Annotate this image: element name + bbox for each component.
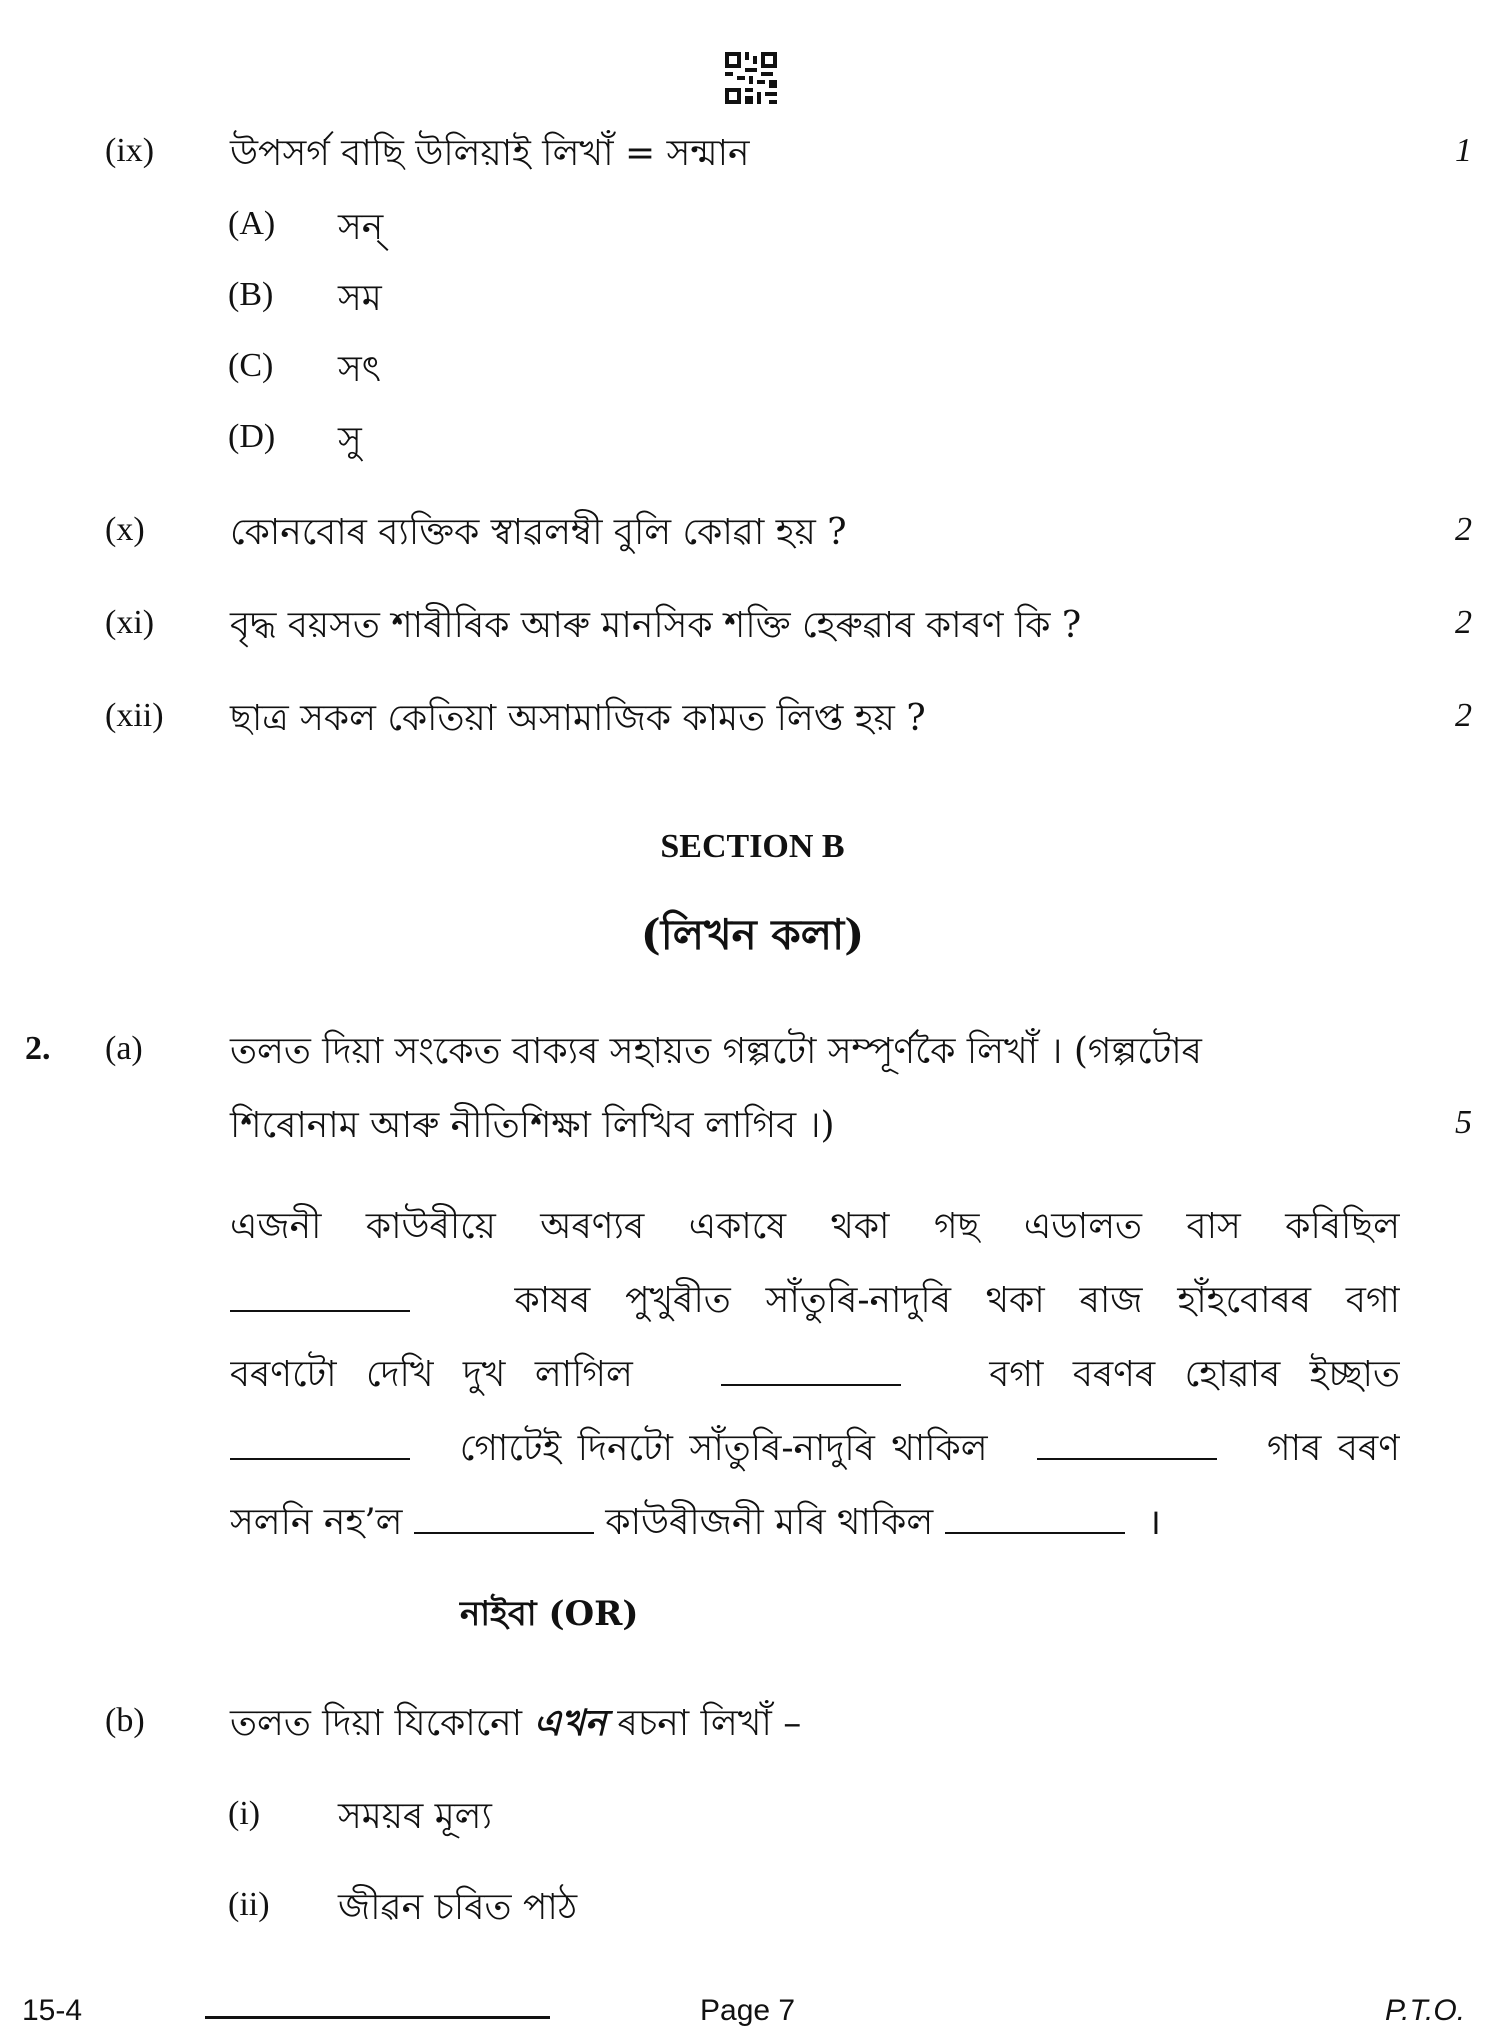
question-number: (ix) <box>105 132 155 169</box>
option-label: (A) <box>228 205 276 242</box>
question-number: 2. <box>25 1030 51 1067</box>
option-text: সম <box>338 278 382 319</box>
part-label: (b) <box>105 1702 145 1739</box>
footer-rule <box>205 2016 550 2019</box>
part-label: (a) <box>105 1030 143 1067</box>
question-number: (xii) <box>105 697 164 734</box>
question-text: তলত দিয়া সংকেত বাক্যৰ সহায়ত গল্পটো সম্পূৰ্ণকৈ লিখাঁ । (গল্পটোৰ <box>230 1031 1202 1072</box>
option-text: সৎ <box>338 349 382 390</box>
story-line: কাষৰ পুখুৰীত সাঁতুৰি-নাদুৰি থকা ৰাজ হাঁহবোৰৰ বগা <box>230 1264 1400 1338</box>
item-text: সময়ৰ মূল্য <box>338 1796 492 1837</box>
qr-code <box>725 52 777 104</box>
paper-code: 15-4 <box>22 1994 83 2027</box>
blank-line <box>230 1280 410 1312</box>
question-text: তলত দিয়া যিকোনো এখন ৰচনা লিখাঁ – <box>230 1702 802 1744</box>
question-marks: 2 <box>1455 511 1472 548</box>
story-outline <box>230 1190 1400 1560</box>
question-text: কোনবোৰ ব্যক্তিক স্বাৱলম্বী বুলি কোৱা হয় ? <box>230 512 847 553</box>
question-marks: 2 <box>1455 604 1472 641</box>
option-label: (C) <box>228 347 274 384</box>
question-text: ছাত্ৰ সকল কেতিয়া অসামাজিক কামত লিপ্ত হয় ? <box>230 698 926 739</box>
section-subtitle: (লিখন কলা) <box>640 910 865 959</box>
section-title: SECTION B <box>660 828 845 865</box>
or-label: নাইবা (OR) <box>460 1594 639 1634</box>
question-number: (xi) <box>105 604 155 641</box>
question-marks: 1 <box>1455 132 1472 169</box>
question-marks: 2 <box>1455 697 1472 734</box>
item-text: জীৱন চৰিত পাঠ <box>338 1887 578 1928</box>
option-label: (B) <box>228 276 274 313</box>
item-label: (ii) <box>228 1886 270 1923</box>
story-line: এজনী কাউৰীয়ে অৰণ্যৰ একাষে থকা গছ এডালত বাস কৰিছিল <box>230 1206 1400 1247</box>
option-text: সু <box>338 420 362 461</box>
question-text: বৃদ্ধ বয়সত শাৰীৰিক আৰু মানসিক শক্তি হেৰুৱাৰ কাৰণ কি ? <box>230 605 1082 646</box>
page-number: Page 7 <box>700 1994 796 2027</box>
story-line: সলনি নহ’ল কাউৰীজনী মৰি থাকিল । <box>230 1502 1162 1543</box>
option-label: (D) <box>228 418 276 455</box>
blank-line <box>414 1502 594 1534</box>
question-number: (x) <box>105 511 145 548</box>
question-text: উপসর্গ বাছি উলিয়াই লিখাঁ = সন্মান <box>230 133 750 174</box>
blank-line <box>945 1502 1125 1534</box>
story-line: বৰণটো দেখি দুখ লাগিল বগা বৰণৰ হোৱাৰ ইচ্ছাত <box>230 1354 1400 1395</box>
item-label: (i) <box>228 1795 261 1832</box>
story-line: গোটেই দিনটো সাঁতুৰি-নাদুৰি থাকিল গাৰ বৰণ <box>230 1412 1400 1486</box>
question-marks: 5 <box>1455 1104 1472 1141</box>
pto-label: P.T.O. <box>1385 1994 1466 2027</box>
blank-line <box>721 1354 901 1386</box>
blank-line <box>230 1428 410 1460</box>
option-text: সন্ <box>338 207 384 248</box>
blank-line <box>1037 1428 1217 1460</box>
question-text: শিৰোনাম আৰু নীতিশিক্ষা লিখিব লাগিব ।) <box>230 1105 835 1146</box>
emphasis-text: এখন <box>533 1702 607 1744</box>
